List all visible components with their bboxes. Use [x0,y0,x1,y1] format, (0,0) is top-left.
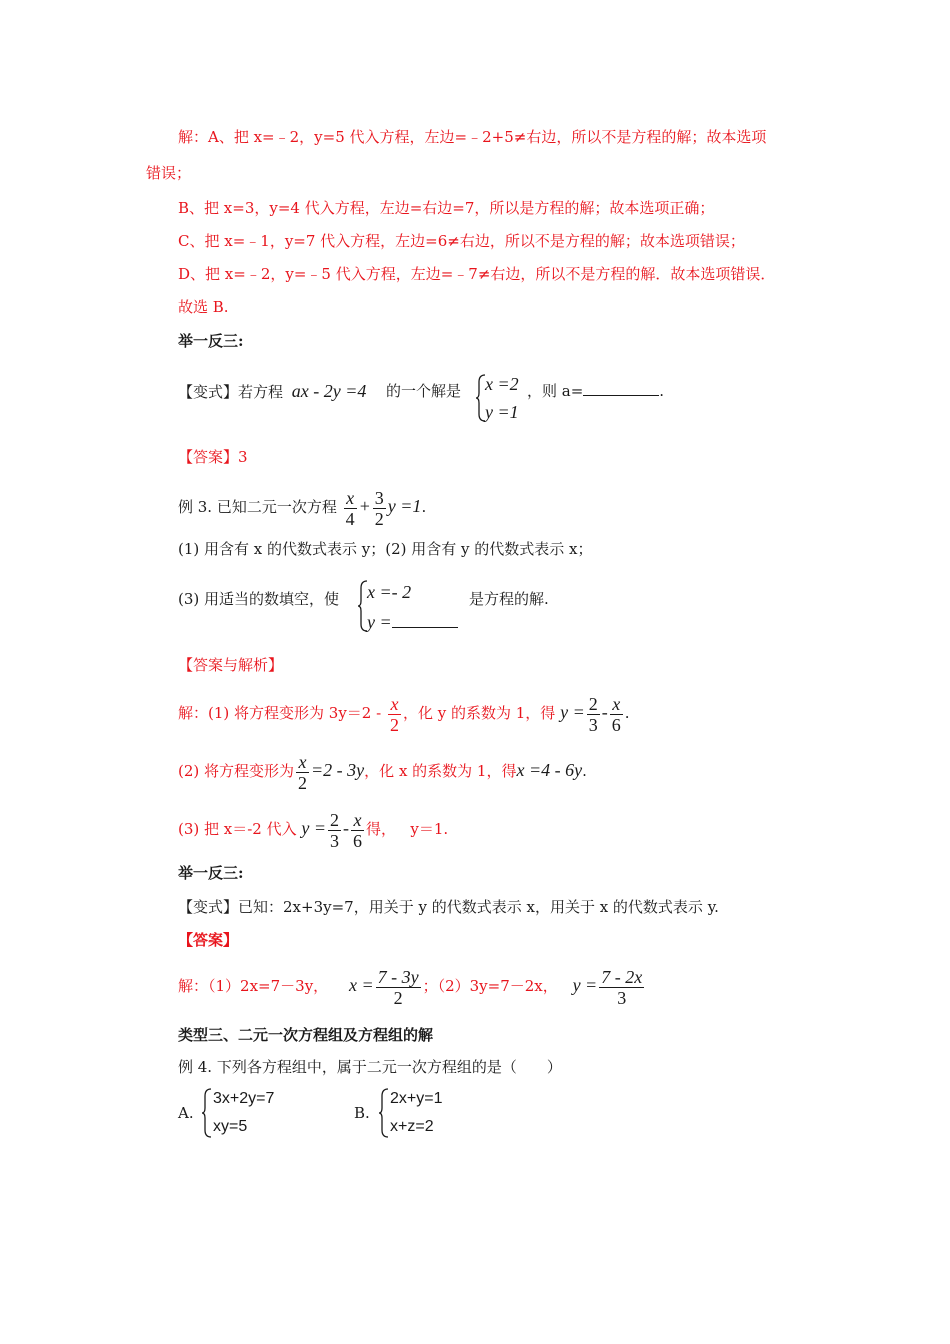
q3-system-row2: y = [367,608,458,636]
fraction-x-over-4: $\frac{x}{4}$ [345,487,355,529]
example3-prefix: 例 3. 已知二元一次方程 [178,498,337,516]
brace-icon [358,580,366,632]
solution-final: 故选 B. [178,298,229,316]
solution-b: B、把 x=3，y=4 代入方程，左边=右边=7，所以是方程的解；故本选项正确； [178,199,715,217]
example3-answer-label: 【答案与解析】 [178,656,284,674]
solution-a-line2: 错误； [146,164,192,182]
variant-end: . [659,382,665,400]
s2-equation: =2 - 3y [311,760,365,780]
option-b-label[interactable]: B. [354,1104,370,1122]
solution-d: D、把 x=﹣2，y=﹣5 代入方程，左边=﹣7≠右边，所以不是方程的解．故本选项错误． [178,265,776,283]
fraction-x-over-6: $\frac{x}{6}$ [611,693,621,735]
brace-icon [476,374,484,422]
example4-question: 例 4. 下列各方程组中，属于二元一次方程组的是（ ） [178,1058,562,1076]
example3-rhs: y =1 [387,496,422,516]
s3-prefix: (3) 把 x＝-2 代入 [178,820,297,838]
variant-system-row2: y =1 [485,402,519,422]
example3-solution2 [178,748,587,793]
option-b-eq1: 2x+y=1 [390,1090,443,1107]
p2-prefix: 解：（1）2x=7－3y， [178,977,329,995]
practice2-heading: 举一反三: [178,864,244,882]
s3-mid: 得， [366,820,397,838]
fraction-2-over-3: $\frac{2}{3}$ [588,693,598,735]
s1-prefix: 解：(1) 将方程变形为 3y＝2 - [178,704,382,722]
fraction-x-over-2: $\frac{x}{2}$ [298,751,308,793]
s1-mid: ，化 y 的系数为 1，得 [402,704,556,722]
s2-result: x =4 - 6y [516,760,583,780]
example3-period: . [421,498,427,516]
example3-solution1 [178,690,630,735]
answer-value: 3 [238,448,248,466]
brace-icon [379,1088,387,1138]
option-b-eq2: x+z=2 [390,1118,434,1135]
s1-end: . [624,704,630,722]
example3-q12: (1) 用含有 x 的代数式表示 y；(2) 用含有 y 的代数式表示 x； [178,540,593,558]
section-title: 类型三、二元一次方程组及方程组的解 [178,1026,434,1044]
s2-end: . [582,762,587,780]
s2-prefix: (2) 将方程变形为 [178,762,295,780]
example3-q3-suffix: 是方程的解. [469,590,549,608]
fraction-2-over-3: $\frac{2}{3}$ [330,809,340,851]
variant-question [178,380,366,403]
solution-a-line1: 解：A、把 x=﹣2，y=5 代入方程，左边=﹣2+5≠右边，所以不是方程的解；故本选项 [178,128,767,146]
answer-label: 【答案】 [178,448,239,466]
practice2-answer-label: 【答案】 [178,931,239,949]
option-a-eq1: 3x+2y=7 [213,1090,275,1107]
s1-y: y = [560,702,585,722]
fraction-7-2x-over-3: $\frac{7 - 2x}{3}$ [601,966,643,1008]
variant-system-row1: x =2 [485,374,519,394]
practice2-question: 【变式】已知：2x+3y=7，用关于 y 的代数式表示 x，用关于 x 的代数式表示 y. [178,898,719,916]
option-a-label[interactable]: A. [178,1104,194,1122]
p2-x-eq: x = [348,975,374,995]
fraction-3-over-2: $\frac{3}{2}$ [374,487,384,529]
p2-y-eq: y = [572,975,598,995]
variant-mid: 的一个解是 [386,382,462,400]
answer-blank[interactable] [583,395,659,396]
example3-q3-prefix: (3) 用适当的数填空，使 [178,590,340,608]
s2-mid: ，化 x 的系数为 1，得 [364,762,517,780]
option-a-eq2: xy=5 [213,1118,248,1135]
variant-suffix [527,380,664,402]
q3-system-row1: x =- 2 [367,582,412,602]
minus-sign: - [343,818,350,838]
brace-icon [202,1088,210,1138]
minus-sign: - [601,702,608,722]
practice2-solution [178,962,646,1009]
plus-sign: + [358,496,371,516]
s3-y: y = [301,818,327,838]
fraction-x-over-6: $\frac{x}{6}$ [353,809,363,851]
s3-end: y＝1. [410,820,449,838]
example3-title [178,484,426,529]
fraction-7-3y-over-2: $\frac{7 - 3y}{2}$ [377,966,419,1008]
practice-heading: 举一反三: [178,332,244,350]
variant-suffix-text: ，则 a= [527,382,584,400]
q3-answer-blank[interactable] [392,627,458,628]
example3-solution3 [178,806,448,851]
p2-separator: ；（2）3y=7－2x， [422,977,558,995]
practice1-answer [178,446,248,468]
fraction-x-over-2: $\frac{x}{2}$ [389,693,399,735]
variant-prefix: 【变式】若方程 [178,383,284,401]
variant-equation: ax - 2y =4 [291,381,367,401]
solution-c: C、把 x=﹣1，y=7 代入方程，左边=6≠右边，所以不是方程的解；故本选项错误； [178,232,745,250]
